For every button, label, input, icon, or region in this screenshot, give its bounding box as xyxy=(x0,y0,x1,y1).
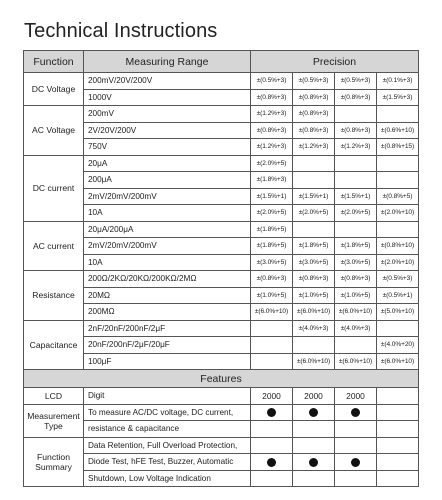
feature-value: 2000 xyxy=(251,388,293,405)
filled-dot-icon xyxy=(309,458,318,467)
spec-row xyxy=(24,205,419,222)
precision-value: ±(0.8%+3) xyxy=(293,106,335,123)
measuring-range: 200μA xyxy=(84,172,251,189)
precision-value: ±(4.0%+3) xyxy=(335,320,377,337)
measuring-range: 750V xyxy=(84,139,251,156)
precision-value xyxy=(377,320,419,337)
measuring-range: 10A xyxy=(84,205,251,222)
measuring-range: 20nF/200nF/2μF/20μF xyxy=(84,337,251,354)
filled-dot-icon xyxy=(267,408,276,417)
feature-description: Shutdown, Low Voltage Indication xyxy=(84,470,251,487)
precision-value: ±(1.5%+1) xyxy=(251,188,293,205)
feature-value xyxy=(377,470,419,487)
precision-value xyxy=(251,337,293,354)
precision-value: ±(2.0%+5) xyxy=(251,155,293,172)
feature-supported-dot xyxy=(335,454,377,471)
feature-value xyxy=(293,437,335,454)
feature-description: Data Retention, Full Overload Protection, xyxy=(84,437,251,454)
feature-description: resistance & capacitance xyxy=(84,421,251,438)
precision-value: ±(1.2%+3) xyxy=(251,139,293,156)
precision-value xyxy=(335,221,377,238)
filled-dot-icon xyxy=(351,458,360,467)
precision-value: ±(1.5%+1) xyxy=(293,188,335,205)
precision-value: ±(0.5%+3) xyxy=(251,73,293,90)
spec-row xyxy=(24,238,419,255)
precision-value: ±(2.0%+10) xyxy=(377,205,419,222)
precision-value xyxy=(293,155,335,172)
page-title: Technical Instructions xyxy=(24,20,218,42)
spec-row xyxy=(24,221,419,238)
feature-row xyxy=(24,388,419,405)
feature-supported-dot xyxy=(293,404,335,421)
precision-value: ±(1.2%+3) xyxy=(293,139,335,156)
spec-row xyxy=(24,139,419,156)
precision-value: ±(2.0%+5) xyxy=(293,205,335,222)
precision-value: ±(1.8%+3) xyxy=(251,172,293,189)
measuring-range: 2mV/20mV/200mV xyxy=(84,188,251,205)
precision-value: ±(0.8%+3) xyxy=(293,122,335,139)
feature-value xyxy=(251,421,293,438)
precision-value: ±(6.0%+10) xyxy=(335,304,377,321)
precision-value xyxy=(377,155,419,172)
precision-value: ±(1.8%+5) xyxy=(251,238,293,255)
function-label: Resistance xyxy=(24,271,84,321)
feature-value xyxy=(335,421,377,438)
measuring-range: 200mV xyxy=(84,106,251,123)
feature-supported-dot xyxy=(293,454,335,471)
feature-row xyxy=(24,437,419,454)
measuring-range: 200MΩ xyxy=(84,304,251,321)
precision-value: ±(1.8%+5) xyxy=(251,221,293,238)
precision-value xyxy=(335,155,377,172)
header-precision: Precision xyxy=(251,51,419,73)
measuring-range: 2nF/20nF/200nF/2μF xyxy=(84,320,251,337)
measuring-range: 20MΩ xyxy=(84,287,251,304)
function-label: DC Voltage xyxy=(24,73,84,106)
precision-value: ±(2.0%+10) xyxy=(377,254,419,271)
feature-value xyxy=(377,421,419,438)
function-label: AC Voltage xyxy=(24,106,84,156)
measuring-range: 20μA/200μA xyxy=(84,221,251,238)
precision-value: ±(0.8%+3) xyxy=(251,122,293,139)
feature-value xyxy=(377,437,419,454)
feature-value: 2000 xyxy=(335,388,377,405)
spec-row xyxy=(24,106,419,123)
precision-value: ±(1.5%+1) xyxy=(335,188,377,205)
precision-value: ±(1.8%+5) xyxy=(293,238,335,255)
spec-table xyxy=(23,50,419,487)
precision-value: ±(6.0%+10) xyxy=(293,353,335,370)
precision-value xyxy=(335,337,377,354)
header-measuring-range: Measuring Range xyxy=(84,51,251,73)
spec-row xyxy=(24,254,419,271)
precision-value: ±(0.8%+5) xyxy=(377,188,419,205)
feature-value xyxy=(251,470,293,487)
feature-row xyxy=(24,404,419,421)
feature-value xyxy=(377,388,419,405)
feature-row xyxy=(24,470,419,487)
feature-value xyxy=(293,470,335,487)
function-label: AC current xyxy=(24,221,84,271)
feature-value xyxy=(377,454,419,471)
feature-description: Diode Test, hFE Test, Buzzer, Automatic xyxy=(84,454,251,471)
precision-value: ±(1.8%+5) xyxy=(335,238,377,255)
measuring-range: 200Ω/2KΩ/20KΩ/200KΩ/2MΩ xyxy=(84,271,251,288)
measuring-range: 200mV/20V/200V xyxy=(84,73,251,90)
precision-value: ±(1.5%+3) xyxy=(377,89,419,106)
header-function: Function xyxy=(24,51,84,73)
spec-row xyxy=(24,304,419,321)
feature-description: To measure AC/DC voltage, DC current, xyxy=(84,404,251,421)
precision-value: ±(1.0%+5) xyxy=(335,287,377,304)
feature-value xyxy=(335,437,377,454)
precision-value: ±(0.8%+10) xyxy=(377,238,419,255)
feature-value: 2000 xyxy=(293,388,335,405)
precision-value: ±(4.0%+3) xyxy=(293,320,335,337)
precision-value: ±(1.2%+3) xyxy=(251,106,293,123)
feature-supported-dot xyxy=(335,404,377,421)
precision-value: ±(0.5%+3) xyxy=(293,73,335,90)
precision-value xyxy=(293,221,335,238)
spec-row xyxy=(24,353,419,370)
spec-row xyxy=(24,155,419,172)
measuring-range: 100μF xyxy=(84,353,251,370)
precision-value xyxy=(293,172,335,189)
features-header: Features xyxy=(24,370,419,388)
spec-row xyxy=(24,89,419,106)
feature-row xyxy=(24,454,419,471)
feature-value xyxy=(377,404,419,421)
feature-value xyxy=(335,470,377,487)
precision-value: ±(3.0%+5) xyxy=(293,254,335,271)
precision-value xyxy=(293,337,335,354)
precision-value xyxy=(377,221,419,238)
feature-value xyxy=(293,421,335,438)
precision-value: ±(0.6%+10) xyxy=(377,122,419,139)
feature-description: Digit xyxy=(84,388,251,405)
precision-value: ±(0.8%+3) xyxy=(335,271,377,288)
precision-value: ±(2.0%+5) xyxy=(335,205,377,222)
feature-value xyxy=(251,437,293,454)
precision-value: ±(4.0%+20) xyxy=(377,337,419,354)
features-header-row xyxy=(24,370,419,388)
table-header-row xyxy=(24,51,419,73)
filled-dot-icon xyxy=(267,458,276,467)
measuring-range: 20μA xyxy=(84,155,251,172)
spec-row xyxy=(24,287,419,304)
precision-value: ±(5.0%+10) xyxy=(377,304,419,321)
precision-value: ±(0.8%+15) xyxy=(377,139,419,156)
precision-value: ±(6.0%+10) xyxy=(293,304,335,321)
precision-value: ±(0.5%+1) xyxy=(377,287,419,304)
spec-row xyxy=(24,188,419,205)
precision-value: ±(0.5%+3) xyxy=(335,73,377,90)
precision-value: ±(2.0%+5) xyxy=(251,205,293,222)
precision-value: ±(1.2%+3) xyxy=(335,139,377,156)
precision-value: ±(0.8%+3) xyxy=(251,271,293,288)
precision-value xyxy=(335,106,377,123)
spec-row xyxy=(24,172,419,189)
precision-value: ±(0.8%+3) xyxy=(335,122,377,139)
measuring-range: 1000V xyxy=(84,89,251,106)
measuring-range: 10A xyxy=(84,254,251,271)
precision-value: ±(0.8%+3) xyxy=(293,89,335,106)
spec-row xyxy=(24,320,419,337)
precision-value xyxy=(251,320,293,337)
function-label: Capacitance xyxy=(24,320,84,370)
precision-value: ±(0.8%+3) xyxy=(251,89,293,106)
precision-value: ±(3.0%+5) xyxy=(251,254,293,271)
precision-value: ±(6.0%+10) xyxy=(251,304,293,321)
function-label: DC current xyxy=(24,155,84,221)
measuring-range: 2V/20V/200V xyxy=(84,122,251,139)
feature-function-label: Function Summary xyxy=(24,437,84,487)
precision-value: ±(6.0%+10) xyxy=(335,353,377,370)
spec-row xyxy=(24,122,419,139)
spec-row xyxy=(24,73,419,90)
filled-dot-icon xyxy=(309,408,318,417)
spec-row xyxy=(24,271,419,288)
measuring-range: 2mV/20mV/200mV xyxy=(84,238,251,255)
precision-value: ±(1.0%+5) xyxy=(251,287,293,304)
precision-value xyxy=(377,172,419,189)
precision-value: ±(3.0%+5) xyxy=(335,254,377,271)
precision-value: ±(6.0%+10) xyxy=(377,353,419,370)
precision-value: ±(0.8%+3) xyxy=(335,89,377,106)
feature-row xyxy=(24,421,419,438)
precision-value xyxy=(335,172,377,189)
precision-value: ±(0.1%+3) xyxy=(377,73,419,90)
feature-function-label: LCD xyxy=(24,388,84,405)
precision-value xyxy=(251,353,293,370)
feature-supported-dot xyxy=(251,454,293,471)
spec-row xyxy=(24,337,419,354)
feature-function-label: Measurement Type xyxy=(24,404,84,437)
precision-value: ±(1.0%+5) xyxy=(293,287,335,304)
filled-dot-icon xyxy=(351,408,360,417)
feature-supported-dot xyxy=(251,404,293,421)
precision-value xyxy=(377,106,419,123)
precision-value: ±(0.8%+3) xyxy=(293,271,335,288)
precision-value: ±(0.5%+3) xyxy=(377,271,419,288)
